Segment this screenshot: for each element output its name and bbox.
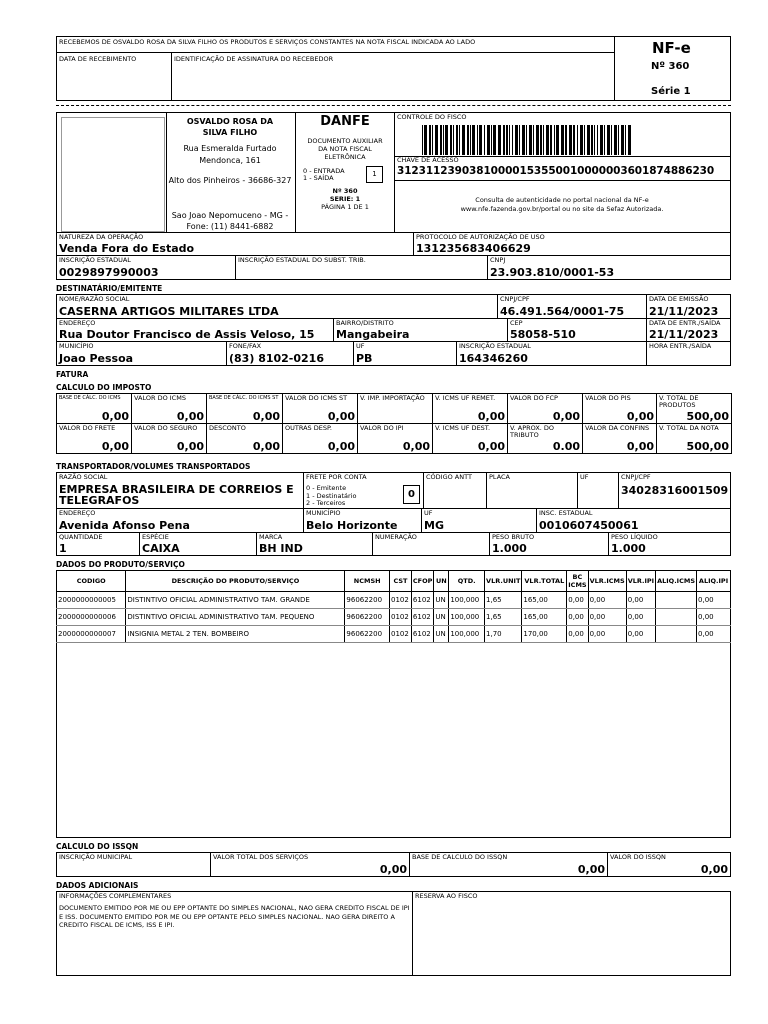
tax-row2-cell-3 bbox=[282, 423, 358, 454]
tax-row1-cell-7 bbox=[582, 393, 657, 424]
danfe-page: PÁGINA 1 DE 1 bbox=[321, 203, 369, 211]
tax-row2-label-6: V. APROX. DO TRIBUTO bbox=[510, 424, 555, 439]
recipient-cnpj-cell bbox=[497, 294, 647, 319]
emission-cell bbox=[646, 294, 731, 319]
logo-placeholder bbox=[61, 117, 165, 232]
table-cell: UN bbox=[434, 592, 449, 609]
recipient-ie-value: 164346260 bbox=[459, 352, 528, 365]
plate-cell bbox=[486, 472, 578, 509]
ie-st-cell bbox=[235, 255, 488, 280]
carrier-uf-label: UF bbox=[580, 473, 589, 481]
recipient-uf-label: UF bbox=[356, 342, 365, 350]
carrier-cnpj-label: CNPJ/CPF bbox=[621, 473, 651, 481]
emitter-city: Sao Joao Nepomuceno - MG - Fone: (11) 8441-6882 bbox=[171, 211, 289, 231]
tax-row1-value-6: 0,00 bbox=[552, 410, 580, 423]
ie-cell bbox=[56, 255, 236, 280]
table-cell: DISTINTIVO OFICIAL ADMINISTRATIVO TAM. PEQUENO bbox=[126, 609, 345, 626]
table-cell: 6102 bbox=[411, 609, 434, 626]
receipt-date-cell bbox=[56, 52, 172, 101]
danfe-number: Nº 360 bbox=[332, 187, 358, 195]
table-row bbox=[57, 626, 731, 643]
recipient-city-cell bbox=[56, 341, 227, 366]
tax-row1-cell-6 bbox=[507, 393, 583, 424]
recipient-address-label: ENDEREÇO bbox=[59, 319, 96, 327]
tax-row2-label-8: V. TOTAL DA NOTA bbox=[659, 424, 719, 432]
tax-row1-cell-2 bbox=[206, 393, 283, 424]
tax-row2-cell-4 bbox=[357, 423, 433, 454]
carrier-city-value: Belo Horizonte bbox=[306, 519, 398, 532]
recipient-address-value: Rua Doutor Francisco de Assis Veloso, 15 bbox=[59, 328, 315, 341]
entry-date-value: 21/11/2023 bbox=[649, 328, 719, 341]
table-cell: 2000000000007 bbox=[57, 626, 126, 643]
volume-species-value: CAIXA bbox=[142, 542, 180, 555]
table-cell: 0102 bbox=[389, 592, 411, 609]
products-header-5: UN bbox=[434, 571, 449, 592]
danfe-subtitle: DOCUMENTO AUXILIAR DA NOTA FISCAL ELETRÔNICA bbox=[307, 137, 383, 161]
issqn-services-cell bbox=[210, 852, 410, 877]
table-cell: 2000000000005 bbox=[57, 592, 126, 609]
transport-section-title: TRANSPORTADOR/VOLUMES TRANSPORTADOS bbox=[56, 462, 251, 471]
volume-brand-value: BH IND bbox=[259, 542, 303, 555]
table-cell: UN bbox=[434, 609, 449, 626]
products-header-2: NCMSH bbox=[345, 571, 390, 592]
carrier-uf2-value: MG bbox=[424, 519, 444, 532]
carrier-address-value: Avenida Afonso Pena bbox=[59, 519, 190, 532]
receipt-number: Nº 360 bbox=[651, 61, 690, 72]
table-cell bbox=[656, 609, 697, 626]
tax-row2-value-6: 0.00 bbox=[552, 440, 580, 453]
recipient-cep-label: CEP bbox=[510, 319, 523, 327]
table-cell: 0,00 bbox=[567, 626, 588, 643]
tax-row1-value-1: 0,00 bbox=[176, 410, 204, 423]
carrier-cnpj-cell bbox=[618, 472, 731, 509]
tax-row1-label-5: V. ICMS UF REMET. bbox=[435, 394, 496, 402]
tax-row1-label-4: V. IMP. IMPORTAÇÃO bbox=[360, 394, 425, 402]
table-row bbox=[57, 592, 731, 609]
nature-value: Venda Fora do Estado bbox=[59, 242, 195, 255]
table-cell: 0,00 bbox=[567, 592, 588, 609]
tax-row2-cell-7 bbox=[582, 423, 657, 454]
carrier-city-cell bbox=[303, 508, 422, 533]
freight-label: FRETE POR CONTA bbox=[306, 473, 367, 481]
emitter-cell bbox=[166, 112, 296, 233]
carrier-ie-cell bbox=[536, 508, 731, 533]
emitter-address: Rua Esmeralda Furtado Mendonca, 161 bbox=[183, 144, 277, 165]
carrier-ie-label: INSC. ESTADUAL bbox=[539, 509, 593, 517]
tax-row2-value-1: 0,00 bbox=[176, 440, 204, 453]
recipient-cep-value: 58058-510 bbox=[510, 328, 576, 341]
tax-row2-label-0: VALOR DO FRETE bbox=[59, 424, 116, 432]
receipt-signature-cell bbox=[171, 52, 615, 101]
volume-gross-cell bbox=[489, 532, 609, 556]
tax-row2-cell-6 bbox=[507, 423, 583, 454]
carrier-address-label: ENDEREÇO bbox=[59, 509, 96, 517]
carrier-name-value: EMPRESA BRASILEIRA DE CORREIOS E TELEGRAFOS bbox=[59, 483, 294, 507]
tax-row1-label-0: BASE DE CÁLC. DO ICMS bbox=[59, 395, 121, 401]
recipient-phone-label: FONE/FAX bbox=[229, 342, 262, 350]
danfe-exit: 1 - SAÍDA bbox=[303, 174, 334, 182]
tax-row1-cell-4 bbox=[357, 393, 433, 424]
additional-info-cell bbox=[56, 891, 413, 976]
tax-row2-value-4: 0,00 bbox=[402, 440, 430, 453]
recipient-district-cell bbox=[333, 318, 508, 342]
carrier-ie-value: 0010607450061 bbox=[539, 519, 639, 532]
tax-row1-value-3: 0,00 bbox=[327, 410, 355, 423]
entry-time-cell bbox=[646, 341, 731, 366]
volume-numbering-label: NUMERAÇÃO bbox=[375, 533, 417, 541]
table-cell: 1,65 bbox=[485, 609, 522, 626]
access-key-cell bbox=[394, 156, 731, 181]
issqn-im-label: INSCRIÇÃO MUNICIPAL bbox=[59, 853, 133, 861]
recipient-phone-value: (83) 8102-0216 bbox=[229, 352, 324, 365]
tax-row2-label-2: DESCONTO bbox=[209, 424, 246, 432]
products-header-7: VLR.UNIT bbox=[485, 571, 522, 592]
table-cell: 6102 bbox=[411, 626, 434, 643]
recipient-uf-value: PB bbox=[356, 352, 373, 365]
issqn-services-value: 0,00 bbox=[379, 863, 407, 876]
tax-row1-cell-3 bbox=[282, 393, 358, 424]
table-cell: 6102 bbox=[411, 592, 434, 609]
volume-gross-value: 1.000 bbox=[492, 542, 527, 555]
issqn-section-title: CALCULO DO ISSQN bbox=[56, 842, 139, 851]
tax-row2-cell-1 bbox=[131, 423, 207, 454]
products-table bbox=[56, 570, 731, 643]
protocol-label: PROTOCOLO DE AUTORIZAÇÃO DE USO bbox=[416, 233, 545, 241]
table-cell: 1,65 bbox=[485, 592, 522, 609]
volume-gross-label: PESO BRUTO bbox=[492, 533, 535, 541]
table-cell bbox=[656, 592, 697, 609]
issqn-value-label: VALOR DO ISSQN bbox=[610, 853, 666, 861]
tax-row2-label-1: VALOR DO SEGURO bbox=[134, 424, 198, 432]
table-cell: 2000000000006 bbox=[57, 609, 126, 626]
consult-text: Consulta de autenticidade no portal nacional da NF-e www.nfe.fazenda.gov.br/portal ou no site da Sefaz Autorizada. bbox=[460, 196, 664, 213]
table-cell: 170,00 bbox=[522, 626, 567, 643]
tax-row2-label-4: VALOR DO IPI bbox=[360, 424, 404, 432]
access-key-value[interactable]: 31231123903810000153550010000003601874886230 bbox=[397, 165, 715, 177]
danfe-cell bbox=[295, 112, 395, 233]
volume-species-label: ESPÉCIE bbox=[142, 533, 169, 541]
tax-row1-label-8: V. TOTAL DE PRODUTOS bbox=[659, 394, 699, 409]
invoice-section-title: FATURA bbox=[56, 370, 89, 379]
tax-row1-value-2: 0,00 bbox=[252, 410, 280, 423]
issqn-value-value: 0,00 bbox=[700, 863, 728, 876]
volume-net-cell bbox=[608, 532, 731, 556]
issqn-value-cell bbox=[607, 852, 731, 877]
tax-row2-label-5: V. ICMS UF DEST. bbox=[435, 424, 491, 432]
tax-row1-label-3: VALOR DO ICMS ST bbox=[285, 394, 348, 402]
freight-options: 0 - Emitente 1 - Destinatário 2 - Terceiros bbox=[306, 484, 357, 507]
danfe-entry: 0 - ENTRADA bbox=[303, 167, 345, 175]
table-cell: 0,00 bbox=[626, 592, 655, 609]
carrier-uf-cell bbox=[577, 472, 619, 509]
tax-row1-cell-1 bbox=[131, 393, 207, 424]
cut-line bbox=[56, 105, 731, 106]
products-header-3: CST bbox=[389, 571, 411, 592]
emitter-logo-cell bbox=[56, 112, 167, 233]
tax-row1-value-8: 500,00 bbox=[686, 410, 729, 423]
danfe-series: SERIE: 1 bbox=[329, 195, 361, 203]
recipient-city-label: MUNICÍPIO bbox=[59, 342, 94, 350]
issqn-im-cell bbox=[56, 852, 211, 877]
table-row bbox=[57, 609, 731, 626]
volume-net-label: PESO LÍQUIDO bbox=[611, 533, 658, 541]
table-cell: 96062200 bbox=[345, 626, 390, 643]
products-section-title: DADOS DO PRODUTO/SERVIÇO bbox=[56, 560, 185, 569]
access-key-label: CHAVE DE ACESSO bbox=[397, 156, 459, 164]
recipient-address-cell bbox=[56, 318, 334, 342]
emission-value: 21/11/2023 bbox=[649, 305, 719, 318]
table-cell: 0,00 bbox=[588, 592, 626, 609]
additional-info-label: INFORMAÇÕES COMPLEMENTARES bbox=[59, 892, 172, 900]
table-cell: 96062200 bbox=[345, 592, 390, 609]
antt-cell bbox=[423, 472, 487, 509]
table-cell: 0,00 bbox=[697, 626, 731, 643]
table-cell: 0,00 bbox=[626, 609, 655, 626]
recipient-uf-cell bbox=[353, 341, 457, 366]
table-cell: INSIGNIA METAL 2 TEN. BOMBEIRO bbox=[126, 626, 345, 643]
tax-row2-label-3: OUTRAS DESP. bbox=[285, 424, 332, 432]
table-cell: 100,000 bbox=[449, 609, 485, 626]
table-cell: DISTINTIVO OFICIAL ADMINISTRATIVO TAM. GRANDE bbox=[126, 592, 345, 609]
protocol-cell bbox=[413, 232, 731, 256]
recipient-name-label: NOME/RAZÃO SOCIAL bbox=[59, 295, 130, 303]
table-cell: 96062200 bbox=[345, 609, 390, 626]
products-header-1: DESCRIÇÃO DO PRODUTO/SERVIÇO bbox=[126, 571, 345, 592]
recipient-phone-cell bbox=[226, 341, 354, 366]
cnpj-cell bbox=[487, 255, 731, 280]
tax-row2-cell-8 bbox=[656, 423, 732, 454]
carrier-city-label: MUNICÍPIO bbox=[306, 509, 341, 517]
tax-row2-value-8: 500,00 bbox=[686, 440, 729, 453]
tax-row2-value-2: 0,00 bbox=[252, 440, 280, 453]
table-cell: 0102 bbox=[389, 626, 411, 643]
carrier-address-cell bbox=[56, 508, 304, 533]
products-header-10: VLR.ICMS bbox=[588, 571, 626, 592]
recipient-name-cell bbox=[56, 294, 498, 319]
ie-st-label: INSCRIÇÃO ESTADUAL DO SUBST. TRIB. bbox=[238, 256, 366, 264]
table-cell: 0,00 bbox=[588, 609, 626, 626]
tax-row1-label-2: BASE DE CÁLC. DO ICMS ST bbox=[209, 395, 279, 401]
receipt-text-cell bbox=[56, 36, 615, 53]
volume-species-cell bbox=[139, 532, 257, 556]
protocol-value: 131235683406629 bbox=[416, 242, 531, 255]
tax-row2-cell-5 bbox=[432, 423, 508, 454]
tax-row2-value-3: 0,00 bbox=[327, 440, 355, 453]
table-cell: 0,00 bbox=[697, 592, 731, 609]
nature-cell bbox=[56, 232, 414, 256]
table-cell: 0,00 bbox=[588, 626, 626, 643]
recipient-cep-cell bbox=[507, 318, 647, 342]
recipient-cnpj-value: 46.491.564/0001-75 bbox=[500, 305, 625, 318]
tax-row2-label-7: VALOR DA CONFINS bbox=[585, 424, 650, 432]
table-cell: 0102 bbox=[389, 609, 411, 626]
ie-value: 0029897990003 bbox=[59, 266, 159, 279]
table-cell: 1,70 bbox=[485, 626, 522, 643]
emitter-name: OSVALDO ROSA DA SILVA FILHO bbox=[186, 117, 274, 137]
tax-row1-label-7: VALOR DO PIS bbox=[585, 394, 631, 402]
recipient-ie-cell bbox=[456, 341, 647, 366]
fisco-control-cell bbox=[394, 112, 731, 157]
issqn-base-label: BASE DE CALCULO DO ISSQN bbox=[412, 853, 508, 861]
table-cell: 0,00 bbox=[567, 609, 588, 626]
tax-row2-value-0: 0,00 bbox=[101, 440, 129, 453]
reserve-cell bbox=[412, 891, 731, 976]
table-cell bbox=[656, 626, 697, 643]
receipt-signature-label: IDENTIFICAÇÃO DE ASSINATURA DO RECEBEDOR bbox=[174, 55, 334, 63]
entry-date-cell bbox=[646, 318, 731, 342]
tax-section-title: CALCULO DO IMPOSTO bbox=[56, 383, 152, 392]
table-cell: 100,000 bbox=[449, 626, 485, 643]
freight-value-box: 0 bbox=[403, 485, 420, 504]
products-header-4: CFOP bbox=[411, 571, 434, 592]
carrier-uf2-cell bbox=[421, 508, 537, 533]
recipient-name-value: CASERNA ARTIGOS MILITARES LTDA bbox=[59, 305, 279, 318]
products-header-9: BC ICMS bbox=[567, 571, 588, 592]
carrier-name-cell bbox=[56, 472, 304, 509]
receipt-nfe-title: NF-e bbox=[652, 39, 691, 57]
products-header-8: VLR.TOTAL bbox=[522, 571, 567, 592]
entry-date-label: DATA DE ENTR./SAÍDA bbox=[649, 319, 721, 327]
volume-qty-value: 1 bbox=[59, 542, 67, 555]
tax-row1-value-0: 0,00 bbox=[101, 410, 129, 423]
tax-row1-value-7: 0,00 bbox=[626, 410, 654, 423]
table-cell: 165,00 bbox=[522, 609, 567, 626]
issqn-base-value: 0,00 bbox=[577, 863, 605, 876]
emitter-district: Alto dos Pinheiros - 36686-327 bbox=[168, 176, 292, 185]
volume-qty-label: QUANTIDADE bbox=[59, 533, 103, 541]
products-header-11: VLR.IPI bbox=[626, 571, 655, 592]
tax-row1-cell-0 bbox=[56, 393, 132, 424]
additional-info-text: DOCUMENTO EMITIDO POR ME OU EPP OPTANTE DO SIMPLES NACIONAL, NAO GERA CREDITO FISCAL DE IPI E ISS. DOCUMENTO EMITIDO POR ME OU EPP OPTANTE PELO SIMPLES NACIONAL. NAO GERA DIREITO A CREDITO FISCAL DE ICMS, ISS E IPI. bbox=[59, 904, 410, 929]
table-cell: 0,00 bbox=[626, 626, 655, 643]
entry-time-label: HORA ENTR./SAÍDA bbox=[649, 342, 712, 350]
receipt-nfe-cell bbox=[614, 36, 731, 101]
table-cell: 100,000 bbox=[449, 592, 485, 609]
carrier-cnpj-value: 34028316001509 bbox=[621, 484, 729, 497]
tax-row1-value-5: 0,00 bbox=[477, 410, 505, 423]
products-header-12: ALIQ.ICMS bbox=[656, 571, 697, 592]
recipient-cnpj-label: CNPJ/CPF bbox=[500, 295, 530, 303]
products-header-6: QTD. bbox=[449, 571, 485, 592]
receipt-date-label: DATA DE RECEBIMENTO bbox=[59, 55, 137, 63]
carrier-uf2-label: UF bbox=[424, 509, 433, 517]
nature-label: NATUREZA DA OPERAÇÃO bbox=[59, 233, 144, 241]
cnpj-label: CNPJ bbox=[490, 256, 506, 264]
cnpj-value: 23.903.810/0001-53 bbox=[490, 266, 615, 279]
volume-qty-cell bbox=[56, 532, 140, 556]
recipient-ie-label: INSCRIÇÃO ESTADUAL bbox=[459, 342, 531, 350]
access-key-barcode bbox=[422, 125, 729, 155]
additional-section-title: DADOS ADICIONAIS bbox=[56, 881, 139, 890]
tax-row2-value-5: 0,00 bbox=[477, 440, 505, 453]
recipient-district-value: Mangabeira bbox=[336, 328, 410, 341]
products-header-13: ALIQ.IPI bbox=[697, 571, 731, 592]
tax-row1-label-6: VALOR DO FCP bbox=[510, 394, 558, 402]
recipient-section-title: DESTINATÁRIO/EMITENTE bbox=[56, 284, 163, 293]
fisco-control-label: CONTROLE DO FISCO bbox=[397, 113, 467, 121]
recipient-city-value: Joao Pessoa bbox=[59, 352, 134, 365]
issqn-base-cell bbox=[409, 852, 608, 877]
danfe-title: DANFE bbox=[320, 114, 370, 129]
products-header-0: CODIGO bbox=[57, 571, 126, 592]
volume-brand-label: MARCA bbox=[259, 533, 283, 541]
tax-row1-label-1: VALOR DO ICMS bbox=[134, 394, 186, 402]
tax-row1-cell-8 bbox=[656, 393, 732, 424]
receipt-series: Série 1 bbox=[651, 86, 691, 97]
consult-cell bbox=[394, 180, 731, 233]
tax-row1-cell-5 bbox=[432, 393, 508, 424]
antt-label: CÓDIGO ANTT bbox=[426, 473, 472, 481]
freight-cell bbox=[303, 472, 424, 509]
table-cell: 165,00 bbox=[522, 592, 567, 609]
danfe-type-box: 1 bbox=[366, 166, 383, 183]
volume-brand-cell bbox=[256, 532, 373, 556]
volume-net-value: 1.000 bbox=[611, 542, 646, 555]
issqn-services-label: VALOR TOTAL DOS SERVIÇOS bbox=[213, 853, 309, 861]
carrier-name-label: RAZÃO SOCIAL bbox=[59, 473, 108, 481]
ie-label: INSCRIÇÃO ESTADUAL bbox=[59, 256, 131, 264]
recipient-district-label: BAIRRO/DISTRITO bbox=[336, 319, 394, 327]
emission-label: DATA DE EMISSÃO bbox=[649, 295, 709, 303]
volume-numbering-cell bbox=[372, 532, 490, 556]
tax-row2-value-7: 0,00 bbox=[626, 440, 654, 453]
table-cell: 0,00 bbox=[697, 609, 731, 626]
reserve-label: RESERVA AO FISCO bbox=[415, 892, 478, 900]
plate-label: PLACA bbox=[489, 473, 511, 481]
receipt-text: RECEBEMOS DE OSVALDO ROSA DA SILVA FILHO OS PRODUTOS E SERVIÇOS CONSTANTES NA NOTA FISCAL INDICADA AO LADO bbox=[59, 38, 476, 46]
tax-row2-cell-2 bbox=[206, 423, 283, 454]
tax-row2-cell-0 bbox=[56, 423, 132, 454]
table-cell: UN bbox=[434, 626, 449, 643]
